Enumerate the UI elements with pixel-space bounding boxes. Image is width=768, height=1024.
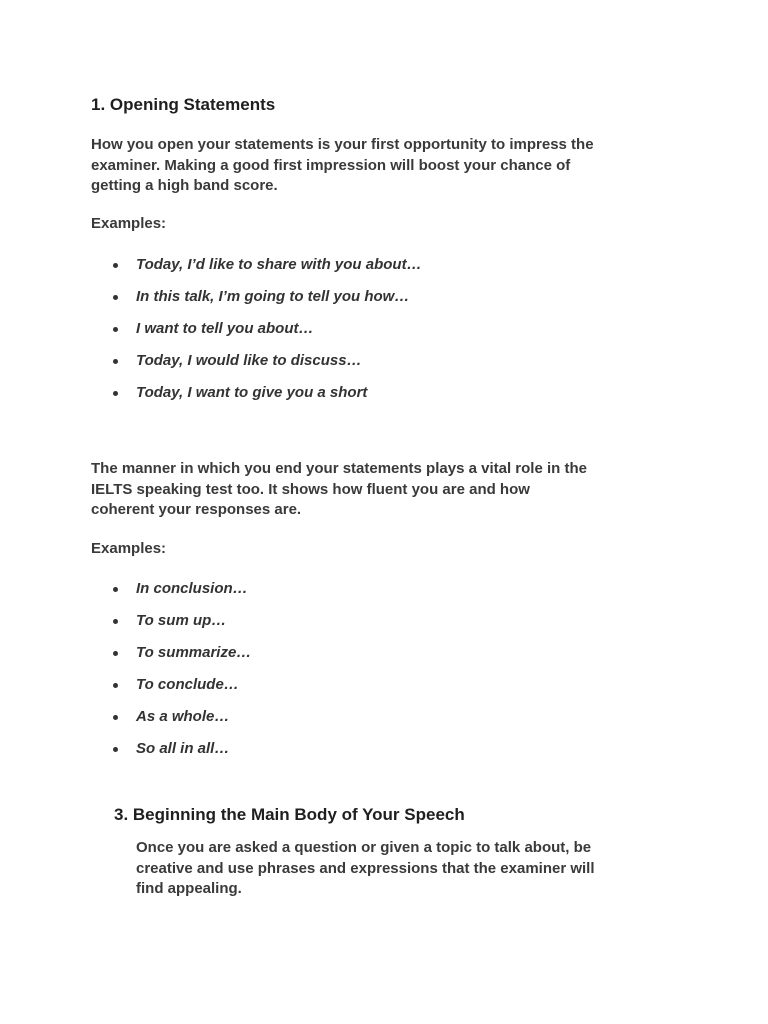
bullet-icon <box>113 359 118 364</box>
list-item <box>91 612 251 644</box>
bullet-icon <box>113 295 118 300</box>
section-2-paragraph <box>91 459 587 521</box>
list-item <box>91 708 251 740</box>
list-item <box>91 352 422 384</box>
example-text: So all in all… <box>136 740 230 757</box>
paragraph-line: examiner. Making a good first impression will boost your chance of <box>91 156 571 174</box>
list-item <box>91 384 422 416</box>
paragraph-line: IELTS speaking test too. It shows how fluent you are and how <box>91 480 530 498</box>
section-1-examples-list <box>91 256 422 416</box>
list-item <box>91 580 251 612</box>
bullet-icon <box>113 715 118 720</box>
list-item <box>91 320 422 352</box>
example-text: To sum up… <box>136 612 227 629</box>
bullet-icon <box>113 683 118 688</box>
example-text: To summarize… <box>136 644 252 661</box>
section-2-examples-list <box>91 580 251 772</box>
paragraph-line: The manner in which you end your statements plays a vital role in the <box>91 460 587 477</box>
bullet-icon <box>113 651 118 656</box>
bullet-icon <box>113 747 118 752</box>
bullet-icon <box>113 619 118 624</box>
list-item <box>91 676 251 708</box>
paragraph-line: coherent your responses are. <box>91 501 302 518</box>
example-text: Today, I would like to discuss… <box>136 352 362 369</box>
list-item <box>91 644 251 676</box>
list-item <box>91 740 251 772</box>
bullet-icon <box>113 327 118 332</box>
section-1-heading: 1. Opening Statements <box>91 95 276 114</box>
example-text: To conclude… <box>136 676 239 693</box>
example-text: As a whole… <box>136 708 230 725</box>
paragraph-line: How you open your statements is your first opportunity to impress the <box>91 136 594 153</box>
list-item <box>91 288 422 320</box>
example-text: I want to tell you about… <box>136 320 314 337</box>
section-1-paragraph <box>91 135 594 197</box>
list-item <box>91 256 422 288</box>
bullet-icon <box>113 391 118 396</box>
section-2-examples-label: Examples: <box>91 540 167 557</box>
paragraph-line: find appealing. <box>136 880 242 897</box>
bullet-icon <box>113 587 118 592</box>
section-3-paragraph <box>136 838 595 900</box>
section-3-heading: 3. Beginning the Main Body of Your Speech <box>114 805 465 824</box>
paragraph-line: getting a high band score. <box>91 177 278 194</box>
example-text: Today, I’d like to share with you about… <box>136 256 422 273</box>
paragraph-line: creative and use phrases and expressions that the examiner will <box>136 859 595 877</box>
paragraph-line: Once you are asked a question or given a topic to talk about, be <box>136 839 592 856</box>
example-text: Today, I want to give you a short <box>136 384 368 401</box>
bullet-icon <box>113 263 118 268</box>
section-1-examples-label: Examples: <box>91 215 167 232</box>
example-text: In this talk, I’m going to tell you how… <box>136 288 410 305</box>
example-text: In conclusion… <box>136 580 248 597</box>
